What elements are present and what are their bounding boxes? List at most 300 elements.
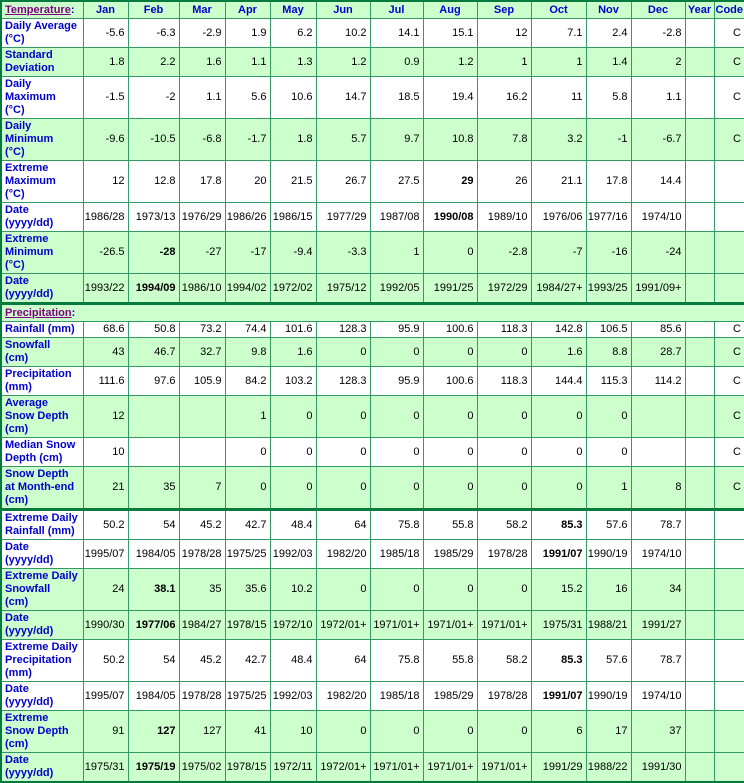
value-cell: 1985/18 xyxy=(370,682,423,711)
value-cell: 0 xyxy=(370,438,423,467)
table-row xyxy=(1,203,744,232)
value-cell: 1988/21 xyxy=(586,611,631,640)
value-cell: 1990/19 xyxy=(586,540,631,569)
column-header-oct: Oct xyxy=(531,1,586,19)
value-cell: 0 xyxy=(225,438,270,467)
value-cell: 75.8 xyxy=(370,510,423,540)
value-cell: 1971/01+ xyxy=(423,753,477,783)
value-cell: 9.7 xyxy=(370,119,423,161)
value-cell: 105.9 xyxy=(179,367,225,396)
table-row xyxy=(1,274,744,304)
value-cell: 1984/05 xyxy=(128,540,179,569)
row-label-line: (yyyy/dd) xyxy=(5,288,54,300)
value-cell: 1986/10 xyxy=(179,274,225,304)
value-cell: 1.4 xyxy=(586,48,631,77)
table-row xyxy=(1,322,744,338)
value-cell: -17 xyxy=(225,232,270,274)
value-cell: 10.2 xyxy=(316,19,370,48)
value-cell: 57.6 xyxy=(586,640,631,682)
value-cell: 35.6 xyxy=(225,569,270,611)
value-cell: -1.5 xyxy=(83,77,128,119)
value-cell: 1995/07 xyxy=(83,540,128,569)
row-label-line: Rainfall (mm) xyxy=(5,525,75,537)
value-cell xyxy=(631,396,685,438)
value-cell: 32.7 xyxy=(179,338,225,367)
value-cell: 16.2 xyxy=(477,77,531,119)
value-cell xyxy=(685,161,714,203)
value-cell: 1972/11 xyxy=(270,753,316,783)
value-cell xyxy=(685,119,714,161)
value-cell: 0 xyxy=(225,467,270,510)
value-cell xyxy=(714,682,744,711)
value-cell: -6.8 xyxy=(179,119,225,161)
value-cell: 1986/28 xyxy=(83,203,128,232)
value-cell: 1971/01+ xyxy=(477,611,531,640)
column-header-code: Code xyxy=(714,1,744,19)
value-cell: 58.2 xyxy=(477,510,531,540)
row-label xyxy=(1,540,83,569)
value-cell: 37 xyxy=(631,711,685,753)
value-cell: 0 xyxy=(477,569,531,611)
value-cell: 1982/20 xyxy=(316,682,370,711)
row-label-line: Snowfall xyxy=(5,583,51,595)
value-cell: 84.2 xyxy=(225,367,270,396)
value-cell: 1.6 xyxy=(179,48,225,77)
value-cell: 1994/02 xyxy=(225,274,270,304)
row-label-line: Daily Average xyxy=(5,20,77,32)
temperature-link[interactable]: Temperature xyxy=(5,4,71,16)
row-label xyxy=(1,640,83,682)
value-cell: 1.6 xyxy=(270,338,316,367)
row-label xyxy=(1,19,83,48)
value-cell: 1974/10 xyxy=(631,682,685,711)
table-row xyxy=(1,338,744,367)
row-label-line: Rainfall (mm) xyxy=(5,323,75,335)
value-cell: 1985/18 xyxy=(370,540,423,569)
value-cell: 0 xyxy=(370,467,423,510)
value-cell xyxy=(685,203,714,232)
table-row xyxy=(1,367,744,396)
value-cell: 15.1 xyxy=(423,19,477,48)
value-cell: 1986/15 xyxy=(270,203,316,232)
value-cell: 1992/03 xyxy=(270,682,316,711)
row-label-line: Date xyxy=(5,204,29,216)
table-row xyxy=(1,569,744,611)
value-cell: 1 xyxy=(586,467,631,510)
value-cell: 64 xyxy=(316,640,370,682)
value-cell: 1991/27 xyxy=(631,611,685,640)
row-label-line: Snow Depth xyxy=(5,410,69,422)
value-cell: 10.6 xyxy=(270,77,316,119)
row-label xyxy=(1,338,83,367)
row-label-line: (°C) xyxy=(5,104,25,116)
value-cell xyxy=(685,753,714,783)
value-cell: 0 xyxy=(423,711,477,753)
value-cell xyxy=(631,438,685,467)
row-label-line: Extreme Daily xyxy=(5,641,78,653)
row-label xyxy=(1,438,83,467)
value-cell: 1976/29 xyxy=(179,203,225,232)
value-cell: 12 xyxy=(83,396,128,438)
value-cell: 1.1 xyxy=(225,48,270,77)
row-label-line: Daily xyxy=(5,78,32,90)
column-header-feb: Feb xyxy=(128,1,179,19)
value-cell: 1991/09+ xyxy=(631,274,685,304)
value-cell: 95.9 xyxy=(370,367,423,396)
value-cell: 12.8 xyxy=(128,161,179,203)
value-cell: 0 xyxy=(270,438,316,467)
value-cell xyxy=(685,438,714,467)
value-cell: 1977/16 xyxy=(586,203,631,232)
value-cell: 1975/31 xyxy=(531,611,586,640)
value-cell: -2.9 xyxy=(179,19,225,48)
row-label-line: (cm) xyxy=(5,596,29,608)
value-cell: C xyxy=(714,367,744,396)
value-cell: 1 xyxy=(477,48,531,77)
value-cell: 48.4 xyxy=(270,510,316,540)
value-cell: 1989/10 xyxy=(477,203,531,232)
value-cell: 0 xyxy=(316,438,370,467)
value-cell: 68.6 xyxy=(83,322,128,338)
value-cell xyxy=(714,753,744,783)
row-label-line: Maximum xyxy=(5,91,56,103)
value-cell xyxy=(685,19,714,48)
row-label-line: (yyyy/dd) xyxy=(5,217,54,229)
value-cell: 128.3 xyxy=(316,367,370,396)
table-row xyxy=(1,396,744,438)
value-cell: 1984/05 xyxy=(128,682,179,711)
row-label-line: Extreme Daily xyxy=(5,570,78,582)
value-cell: 1.3 xyxy=(270,48,316,77)
table-row xyxy=(1,711,744,753)
value-cell: C xyxy=(714,396,744,438)
value-cell xyxy=(685,77,714,119)
value-cell: 1974/10 xyxy=(631,540,685,569)
value-cell: 100.6 xyxy=(423,322,477,338)
value-cell: 0 xyxy=(423,438,477,467)
row-label-line: Extreme xyxy=(5,162,49,174)
value-cell: 1971/01+ xyxy=(370,611,423,640)
row-label-line: Date xyxy=(5,754,29,766)
value-cell: 1987/08 xyxy=(370,203,423,232)
value-cell: 29 xyxy=(423,161,477,203)
value-cell: 55.8 xyxy=(423,640,477,682)
column-header-year: Year xyxy=(685,1,714,19)
value-cell: C xyxy=(714,48,744,77)
value-cell xyxy=(685,640,714,682)
value-cell: 10.8 xyxy=(423,119,477,161)
value-cell: 50.2 xyxy=(83,510,128,540)
value-cell: 114.2 xyxy=(631,367,685,396)
value-cell: 48.4 xyxy=(270,640,316,682)
row-label-line: Standard xyxy=(5,49,53,61)
value-cell: 1990/08 xyxy=(423,203,477,232)
value-cell: 7.1 xyxy=(531,19,586,48)
value-cell: 0 xyxy=(370,569,423,611)
value-cell: 142.8 xyxy=(531,322,586,338)
row-label xyxy=(1,161,83,203)
value-cell: 0 xyxy=(423,338,477,367)
row-label-line: Extreme xyxy=(5,712,49,724)
value-cell: 21.1 xyxy=(531,161,586,203)
value-cell: 1976/06 xyxy=(531,203,586,232)
value-cell: 6.2 xyxy=(270,19,316,48)
value-cell: 1972/02 xyxy=(270,274,316,304)
value-cell: 15.2 xyxy=(531,569,586,611)
value-cell: 17 xyxy=(586,711,631,753)
value-cell: 64 xyxy=(316,510,370,540)
value-cell xyxy=(128,438,179,467)
value-cell: 1974/10 xyxy=(631,203,685,232)
value-cell: 5.7 xyxy=(316,119,370,161)
value-cell: 0 xyxy=(423,232,477,274)
value-cell: 1992/03 xyxy=(270,540,316,569)
value-cell: 0 xyxy=(316,467,370,510)
value-cell: 18.5 xyxy=(370,77,423,119)
value-cell xyxy=(685,611,714,640)
row-label-line: Extreme xyxy=(5,233,49,245)
value-cell: 10 xyxy=(83,438,128,467)
value-cell xyxy=(714,640,744,682)
value-cell: 0 xyxy=(531,467,586,510)
value-cell: 1.2 xyxy=(423,48,477,77)
value-cell: -2.8 xyxy=(631,19,685,48)
value-cell: 1982/20 xyxy=(316,540,370,569)
value-cell: 45.2 xyxy=(179,640,225,682)
value-cell: 1986/26 xyxy=(225,203,270,232)
value-cell xyxy=(179,438,225,467)
row-label xyxy=(1,711,83,753)
row-label xyxy=(1,274,83,304)
row-label xyxy=(1,232,83,274)
value-cell: 1993/25 xyxy=(586,274,631,304)
value-cell: 100.6 xyxy=(423,367,477,396)
value-cell: 10.2 xyxy=(270,569,316,611)
value-cell: 1.2 xyxy=(316,48,370,77)
value-cell: 106.5 xyxy=(586,322,631,338)
value-cell: 2.4 xyxy=(586,19,631,48)
value-cell: C xyxy=(714,19,744,48)
value-cell: 54 xyxy=(128,510,179,540)
value-cell xyxy=(685,540,714,569)
value-cell: 0 xyxy=(477,467,531,510)
value-cell: 8.8 xyxy=(586,338,631,367)
precipitation-link[interactable]: Precipitation xyxy=(5,307,72,319)
value-cell: 27.5 xyxy=(370,161,423,203)
value-cell: 10 xyxy=(270,711,316,753)
value-cell: 95.9 xyxy=(370,322,423,338)
row-label-line: (yyyy/dd) xyxy=(5,554,54,566)
value-cell: 85.6 xyxy=(631,322,685,338)
row-label-line: Date xyxy=(5,612,29,624)
value-cell: C xyxy=(714,77,744,119)
value-cell: 17.8 xyxy=(179,161,225,203)
value-cell: -9.4 xyxy=(270,232,316,274)
value-cell: 24 xyxy=(83,569,128,611)
value-cell: 1977/29 xyxy=(316,203,370,232)
column-header-jun: Jun xyxy=(316,1,370,19)
value-cell xyxy=(685,367,714,396)
row-label xyxy=(1,510,83,540)
value-cell: 1991/29 xyxy=(531,753,586,783)
column-header-jan: Jan xyxy=(83,1,128,19)
value-cell: 127 xyxy=(179,711,225,753)
row-label-line: Minimum xyxy=(5,246,54,258)
value-cell: 1.1 xyxy=(179,77,225,119)
value-cell: 1978/28 xyxy=(179,540,225,569)
column-header-dec: Dec xyxy=(631,1,685,19)
precipitation-section-header-cell xyxy=(1,304,744,322)
value-cell: 1972/01+ xyxy=(316,753,370,783)
row-label-line: (°C) xyxy=(5,188,25,200)
value-cell: 0 xyxy=(531,438,586,467)
table-row xyxy=(1,19,744,48)
value-cell xyxy=(714,510,744,540)
row-label-line: (yyyy/dd) xyxy=(5,767,54,779)
value-cell: 2.2 xyxy=(128,48,179,77)
value-cell: 1 xyxy=(370,232,423,274)
value-cell: 1993/22 xyxy=(83,274,128,304)
value-cell: 1971/01+ xyxy=(477,753,531,783)
value-cell: 1988/22 xyxy=(586,753,631,783)
value-cell: 50.8 xyxy=(128,322,179,338)
row-label-line: Snow Depth xyxy=(5,468,69,480)
value-cell: 1975/02 xyxy=(179,753,225,783)
value-cell: 1975/12 xyxy=(316,274,370,304)
value-cell: -6.3 xyxy=(128,19,179,48)
value-cell: 38.1 xyxy=(128,569,179,611)
value-cell: 111.6 xyxy=(83,367,128,396)
value-cell: 9.8 xyxy=(225,338,270,367)
value-cell: 14.7 xyxy=(316,77,370,119)
row-label-line: Precipitation xyxy=(5,368,72,380)
section-header-row xyxy=(1,304,744,322)
value-cell: 1 xyxy=(225,396,270,438)
value-cell: 0 xyxy=(316,396,370,438)
value-cell xyxy=(685,232,714,274)
value-cell: 1975/25 xyxy=(225,540,270,569)
value-cell: 0 xyxy=(586,396,631,438)
value-cell: 41 xyxy=(225,711,270,753)
value-cell: -9.6 xyxy=(83,119,128,161)
table-row xyxy=(1,753,744,783)
table-row xyxy=(1,467,744,510)
value-cell xyxy=(685,711,714,753)
value-cell: 78.7 xyxy=(631,640,685,682)
row-label xyxy=(1,322,83,338)
value-cell: -2.8 xyxy=(477,232,531,274)
row-label-line: (cm) xyxy=(5,494,29,506)
value-cell: 1991/25 xyxy=(423,274,477,304)
value-cell xyxy=(714,711,744,753)
row-label xyxy=(1,396,83,438)
value-cell: -10.5 xyxy=(128,119,179,161)
value-cell: 26 xyxy=(477,161,531,203)
value-cell xyxy=(128,396,179,438)
value-cell: 1.1 xyxy=(631,77,685,119)
column-header-apr: Apr xyxy=(225,1,270,19)
value-cell: 128.3 xyxy=(316,322,370,338)
row-label xyxy=(1,611,83,640)
value-cell xyxy=(714,569,744,611)
value-cell: 115.3 xyxy=(586,367,631,396)
value-cell: 0 xyxy=(370,711,423,753)
column-header-aug: Aug xyxy=(423,1,477,19)
value-cell: 73.2 xyxy=(179,322,225,338)
value-cell: 12 xyxy=(477,19,531,48)
value-cell xyxy=(714,540,744,569)
row-label-line: Depth (cm) xyxy=(5,452,63,464)
value-cell: 0.9 xyxy=(370,48,423,77)
row-label-line: Extreme Daily xyxy=(5,512,78,524)
value-cell xyxy=(685,274,714,304)
value-cell: 14.1 xyxy=(370,19,423,48)
value-cell xyxy=(685,467,714,510)
value-cell: C xyxy=(714,338,744,367)
value-cell: 3.2 xyxy=(531,119,586,161)
value-cell xyxy=(714,232,744,274)
row-label-line: (°C) xyxy=(5,146,25,158)
value-cell: 0 xyxy=(316,569,370,611)
column-header-mar: Mar xyxy=(179,1,225,19)
value-cell: 35 xyxy=(128,467,179,510)
value-cell: 1990/19 xyxy=(586,682,631,711)
value-cell: 1978/28 xyxy=(477,682,531,711)
value-cell: 91 xyxy=(83,711,128,753)
row-label-line: (yyyy/dd) xyxy=(5,696,54,708)
value-cell: 19.4 xyxy=(423,77,477,119)
row-label-line: (mm) xyxy=(5,667,32,679)
row-label-line: (°C) xyxy=(5,259,25,271)
value-cell xyxy=(685,338,714,367)
value-cell: 57.6 xyxy=(586,510,631,540)
value-cell: 42.7 xyxy=(225,510,270,540)
value-cell: 1992/05 xyxy=(370,274,423,304)
value-cell: 58.2 xyxy=(477,640,531,682)
table-row xyxy=(1,640,744,682)
value-cell: 21.5 xyxy=(270,161,316,203)
table-row xyxy=(1,119,744,161)
value-cell: 1990/30 xyxy=(83,611,128,640)
value-cell: -1 xyxy=(586,119,631,161)
value-cell xyxy=(179,396,225,438)
row-label-line: Precipitation xyxy=(5,654,72,666)
value-cell: 16 xyxy=(586,569,631,611)
value-cell: 14.4 xyxy=(631,161,685,203)
value-cell: 118.3 xyxy=(477,322,531,338)
row-label xyxy=(1,467,83,510)
value-cell: 118.3 xyxy=(477,367,531,396)
value-cell: 8 xyxy=(631,467,685,510)
row-label-line: (cm) xyxy=(5,423,29,435)
row-label-line: Median Snow xyxy=(5,439,76,451)
value-cell xyxy=(714,203,744,232)
row-label-line: Deviation xyxy=(5,62,55,74)
value-cell: 1.9 xyxy=(225,19,270,48)
value-cell: 50.2 xyxy=(83,640,128,682)
temperature-colon: : xyxy=(70,4,75,16)
row-label-line: at Month-end xyxy=(5,481,75,493)
value-cell: 1991/07 xyxy=(531,540,586,569)
value-cell: 1985/29 xyxy=(423,682,477,711)
value-cell: 0 xyxy=(316,338,370,367)
value-cell: -24 xyxy=(631,232,685,274)
row-label-line: (cm) xyxy=(5,738,29,750)
value-cell xyxy=(685,396,714,438)
value-cell: 1.8 xyxy=(270,119,316,161)
value-cell: 45.2 xyxy=(179,510,225,540)
table-row xyxy=(1,77,744,119)
